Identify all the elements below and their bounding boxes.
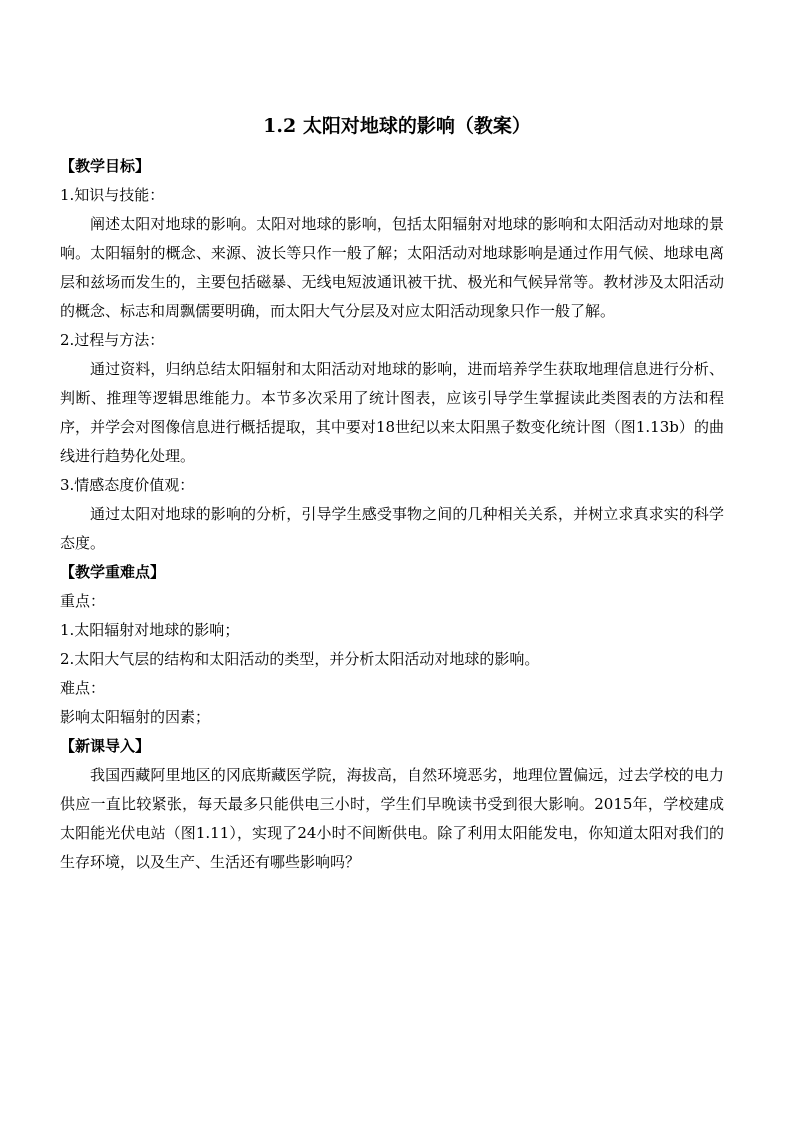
goal1-label: 1.知识与技能： bbox=[60, 186, 165, 204]
section-heading-intro: 【新课导入】 bbox=[60, 737, 151, 755]
section-heading-key-points: 【教学重难点】 bbox=[60, 563, 166, 581]
goal3-label: 3.情感态度价值观： bbox=[60, 476, 195, 494]
goal3-paragraph: 通过太阳对地球的影响的分析，引导学生感受事物之间的几种相关关系，并树立求真求实的科学态度。 bbox=[60, 505, 724, 552]
intro-paragraph: 我国西藏阿里地区的冈底斯藏医学院，海拔高，自然环境恶劣，地理位置偏远，过去学校的电力供应一直比较紧张，每天最多只能供电三小时，学生们早晚读书受到很大影响。2015年，学校建成太阳能光伏电站（图1.11），实现了24小时不间断供电。除了利用太阳能发电，你知道太阳对我们的生存环境，以及生产、生活还有哪些影响吗？ bbox=[60, 766, 724, 871]
key-points-label: 重点： bbox=[60, 592, 106, 610]
key-point-item-2: 2.太阳大气层的结构和太阳活动的类型，并分析太阳活动对地球的影响。 bbox=[60, 650, 540, 668]
difficulty-label: 难点： bbox=[60, 679, 106, 697]
section-heading-goals: 【教学目标】 bbox=[60, 157, 151, 175]
goal1-paragraph: 阐述太阳对地球的影响。太阳对地球的影响，包括太阳辐射对地球的影响和太阳活动对地球的景响。太阳辐射的概念、来源、波长等只作一般了解；太阳活动对地球影响是通过作用气候、地球电离层和兹场而发生的，主要包括磁暴、无线电短波通讯被干扰、极光和气候异常等。教材涉及太阳活动的概念、标志和周飘儒要明确，而太阳大气分层及对应太阳活动现象只作一般了解。 bbox=[60, 215, 724, 320]
goal2-label: 2.过程与方法： bbox=[60, 331, 165, 349]
document-title: 1.2 太阳对地球的影响（教案） bbox=[263, 115, 531, 137]
key-point-item-1: 1.太阳辐射对地球的影响； bbox=[60, 621, 240, 639]
difficulty-item-1: 影响太阳辐射的因素； bbox=[60, 708, 211, 726]
goal2-paragraph: 通过资料，归纳总结太阳辐射和太阳活动对地球的影响，进而培养学生获取地理信息进行分析、判断、推理等逻辑思维能力。本节多次采用了统计图表，应该引导学生掌握读此类图表的方法和程序，并学会对图像信息进行概括提取，其中要对18世纪以来太阳黑子数变化统计图（图1.13b）的曲线进行趋势化处理。 bbox=[60, 360, 724, 465]
